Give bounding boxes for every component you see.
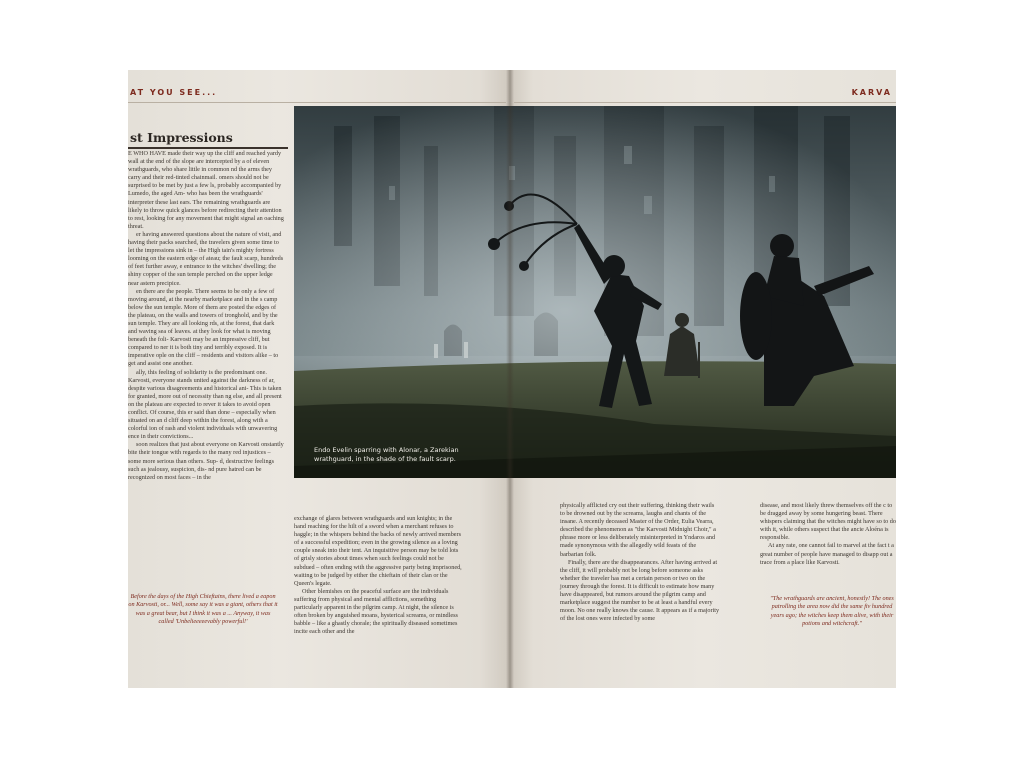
- left-running-header: AT YOU SEE...: [130, 88, 218, 97]
- illustration-caption: Endo Evelin sparring with Alonar, a Zarekian wrathguard, in the shade of the fault scarp.: [314, 446, 459, 463]
- book-spine-shadow: [506, 70, 514, 688]
- right-body-column-1: [560, 502, 720, 623]
- middle-paragraph: Other blemishes on the peaceful surface are the individuals suffering from physical and mental afflictions, something particularly apparent in the pilgrim camp. At night, the silence is often broken by anguished moans, hysterical screams, or mindless babble – like a ghastly chorale; the spiritually diseased sometimes incite each other and the: [294, 587, 458, 636]
- left-paragraph: er having answered questions about the nature of visit, and having their packs searched, the travelers given some time to let the impressions sink in – the High tain's mighty fortress looming on the eastern edge of ateau; the fault scarp, hundreds of feet further away, e entrance to the witches' dwelling; the shiny copper of the sun temple perched on the upper ledge near astern precipice.: [128, 230, 284, 287]
- open-book-spread: [128, 70, 896, 688]
- left-header-rule: [128, 102, 506, 103]
- right-header-rule: [514, 102, 896, 103]
- right-running-header: KARVA: [851, 88, 892, 97]
- middle-body-column: [294, 515, 462, 636]
- right-paragraph: physically afflicted cry out their suffering, thinking their wails to be drowned out by the screams, laughs and chants of the insane. A recently deceased Master of the Order, Eulia Vearra, described the phenomenon as "the Karvosti Midnight Choir," a phrase more or less deliberately misinterpreted in Yndaros and made synonymous with the allegedly wild feasts of the barbarian folk.: [560, 502, 716, 558]
- right-paragraph: disease, and most likely threw themselves off the c to be dragged away by some hungering beast. There whispers claiming that the witches might have so to do with it, while others suspect that the ancie Aloéna is responsible.: [760, 502, 896, 542]
- middle-paragraph: exchange of glares between wrathguards and sun knights; in the hand reaching for the hilt of a sword when a merchant refuses to haggle; in the whispers behind the backs of newly arrived members of a successful expedition; even in the growing silence as a loving couple sneak into their tent. An inquisitive person may be told lots of grisly stories about times when such feelings could not be subdued – often ending with the aggressive party being imprisoned, waiting to be judged by either the chieftain of their clan or the Queen's legate.: [294, 515, 462, 587]
- right-paragraph: At any rate, one cannot fail to marvel at the fact t a great number of people have managed to disapp out a trace from a place like Karvosti.: [760, 542, 894, 566]
- left-paragraph: E WHO HAVE made their way up the cliff and reached yardy wall at the end of the slope are intercepted by a of eleven wrathguards, who share little in common nd the arms they carry and their red-tinted chainmail. omers should not be surprised to be met by just a few ls, probably accompanied by Lumedo, the aged Am- who has been the wrathguards' interpreter these last ears. The remaining wrathguards are likely to throw quick glances before redirecting their attention to rest, looking for any movement that might signal an oaching threat.: [128, 150, 284, 230]
- title-underline: [128, 147, 288, 149]
- illustration-sparring-scene: [294, 106, 896, 478]
- left-paragraph: soon realizes that just about everyone on Karvosti onstantly bite their tongue with regards to the many red injustices – some more serious than others. Sup- d, destructive feelings such as jealousy, suspicion, dis- nd pure hatred can be recognized on most faces – in the: [128, 441, 284, 481]
- right-paragraph: Finally, there are the disappearances. After having arrived at the cliff, it will probably not be long before someone asks whether the traveler has met a certain person or two on the journey through the forest. It is difficult to estimate how many have disappeared, but rumors around the pilgrim camp and marketplace suggest the number to be at least a handful every moon. No one really knows the cause. It appears as if a majority of the lost ones were infected by some: [560, 558, 720, 623]
- left-paragraph: en there are the people. There seems to be only a few of moving around, at the nearby marketplace and in the s camp below the sun temple. More of them are posted the edges of the plateau, on the walls and towers of tronghold, and by the sun temple. They are all looking rds, at the forest, that dark and waving sea of leaves. at they look for what is moving beneath the foli- Karvosti may be an impressive cliff, but compared to ner it is both tiny and terribly exposed. It is imperative ople on the cliff – residents and visitors alike – to get and assist one another.: [128, 287, 279, 368]
- left-body-column: [128, 150, 284, 482]
- right-body-column-2: [760, 502, 896, 567]
- section-title: st Impressions: [130, 130, 233, 145]
- left-paragraph: ally, this feeling of solidarity is the predominant one. Karvosti, everyone stands united against the darkness of ar, despite various disagreements and historical ani- This is taken for granted, more out of necessity than ng else, and all present on the plateau are expected to rever it takes to avoid open conflict. Of course, this er said than done – especially when situated on an d cliff deep within the forest, along with a colorful ion of rash and violent individuals with unwavering ence in their convictions...: [128, 368, 282, 441]
- right-pull-quote: "The wrathguards are ancient, honestly! The ones patrolling the area now did the same fiv hundred years ago; the witches keep them alive, with their potions and witchcraft.": [770, 595, 894, 628]
- left-pull-quote: Before the days of the High Chieftains, there lived a eapon on Karvosti, or... Well, some say it was a giant, others that it was a great bear, but I think it was a ... Anyway, it was called 'Unbelieeeeevably powerful!': [128, 593, 278, 626]
